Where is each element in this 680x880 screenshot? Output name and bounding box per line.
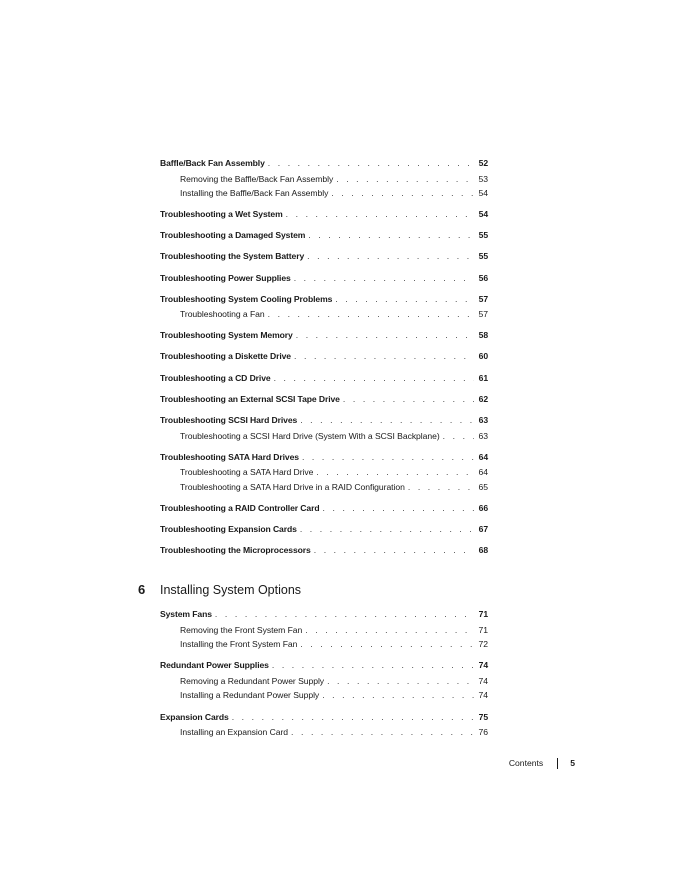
toc-subentry (180, 674, 488, 688)
toc-entry-page-number: 74 (478, 660, 488, 670)
toc-entry-title: Troubleshooting a SATA Hard Drive (180, 467, 314, 477)
toc-entry-page-number: 62 (478, 394, 488, 404)
toc-entry-title: Redundant Power Supplies (160, 660, 269, 670)
dot-leader (286, 207, 474, 221)
toc-entry-title: Expansion Cards (160, 712, 229, 722)
toc-subentry (180, 637, 488, 651)
toc-entry-title: Troubleshooting a RAID Controller Card (160, 503, 320, 513)
toc-entry (160, 349, 488, 363)
toc-entry-title: Troubleshooting a Wet System (160, 209, 283, 219)
footer-page-number: 5 (570, 758, 575, 768)
toc-entry-page-number: 61 (478, 373, 488, 383)
toc-entry-title: Troubleshooting an External SCSI Tape Drive (160, 394, 340, 404)
dot-leader (327, 674, 474, 688)
toc-entry (160, 413, 488, 427)
toc-subentry (180, 725, 488, 739)
toc-entry (160, 371, 488, 385)
toc-entry-title: Troubleshooting a Fan (180, 309, 265, 319)
toc-entry-title: Troubleshooting a Diskette Drive (160, 351, 291, 361)
dot-leader (300, 637, 474, 651)
dot-leader (300, 522, 474, 536)
toc-entry-page-number: 57 (478, 294, 488, 304)
toc-entry-page-number: 71 (478, 625, 488, 635)
toc-entry-page-number: 64 (478, 467, 488, 477)
dot-leader (272, 658, 474, 672)
toc-entry-page-number: 55 (478, 251, 488, 261)
toc-entry-page-number: 54 (478, 209, 488, 219)
dot-leader (336, 172, 474, 186)
toc-entry-title: Installing a Redundant Power Supply (180, 690, 320, 700)
toc-subentry (180, 429, 488, 443)
toc-entry-title: Troubleshooting Power Supplies (160, 273, 291, 283)
dot-leader (300, 413, 474, 427)
toc-subentry (180, 172, 488, 186)
dot-leader (331, 186, 474, 200)
toc-entry-title: Troubleshooting SCSI Hard Drives (160, 415, 298, 425)
dot-leader (296, 328, 474, 342)
toc-entry-title: Troubleshooting a Damaged System (160, 230, 306, 240)
dot-leader (294, 271, 474, 285)
dot-leader (308, 228, 474, 242)
toc-entry-title: Removing a Redundant Power Supply (180, 676, 325, 686)
toc-entry-page-number: 57 (478, 309, 488, 319)
dot-leader (408, 480, 474, 494)
toc-entry-title: Troubleshooting a SATA Hard Drive in a RAID Configuration (180, 482, 405, 492)
toc-entry-page-number: 67 (478, 524, 488, 534)
toc-entry-page-number: 52 (478, 158, 488, 168)
toc-subentry (180, 465, 488, 479)
toc-entry-page-number: 76 (478, 727, 488, 737)
toc-entry-page-number: 64 (478, 452, 488, 462)
toc-entry-page-number: 74 (478, 690, 488, 700)
toc-entry-title: Troubleshooting SATA Hard Drives (160, 452, 299, 462)
toc-entry-title: Troubleshooting System Cooling Problems (160, 294, 333, 304)
toc-entry-title: Removing the Baffle/Back Fan Assembly (180, 174, 334, 184)
toc-entry (160, 249, 488, 263)
toc-entry-title: Baffle/Back Fan Assembly (160, 158, 265, 168)
toc-subentry (180, 307, 488, 321)
toc-entry-title: Troubleshooting a SCSI Hard Drive (System With a SCSI Backplane) (180, 431, 440, 441)
toc-entry (160, 450, 488, 464)
toc-entry-page-number: 55 (478, 230, 488, 240)
toc-entry-title: Troubleshooting the Microprocessors (160, 545, 311, 555)
toc-entry (160, 328, 488, 342)
toc-entry-page-number: 66 (478, 503, 488, 513)
toc-subentry (180, 688, 488, 702)
chapter-title: Installing System Options (160, 583, 302, 597)
dot-leader (335, 292, 474, 306)
dot-leader (322, 688, 474, 702)
toc-entry (160, 392, 488, 406)
toc-entry-title: Troubleshooting a CD Drive (160, 373, 271, 383)
dot-leader (314, 543, 474, 557)
toc-entry-title: System Fans (160, 609, 212, 619)
toc-entry-page-number: 72 (478, 639, 488, 649)
dot-leader (443, 429, 474, 443)
toc-entry-page-number: 53 (478, 174, 488, 184)
toc-entry-title: Troubleshooting Expansion Cards (160, 524, 297, 534)
dot-leader (316, 465, 474, 479)
toc-entry-page-number: 60 (478, 351, 488, 361)
dot-leader (291, 725, 474, 739)
dot-leader (232, 710, 474, 724)
dot-leader (274, 371, 474, 385)
chapter-heading (138, 582, 301, 600)
chapter-number: 6 (138, 582, 146, 597)
toc-entry (160, 207, 488, 221)
toc-entry (160, 658, 488, 672)
dot-leader (268, 307, 474, 321)
toc-entry (160, 543, 488, 557)
dot-leader (323, 501, 475, 515)
toc-entry (160, 228, 488, 242)
footer-divider (557, 758, 558, 769)
dot-leader (302, 450, 474, 464)
toc-entry-page-number: 58 (478, 330, 488, 340)
toc-subentry (180, 186, 488, 200)
toc-entry (160, 501, 488, 515)
toc-subentry (180, 623, 488, 637)
dot-leader (343, 392, 474, 406)
toc-entry-title: Installing the Front System Fan (180, 639, 298, 649)
toc-entry-page-number: 63 (478, 431, 488, 441)
dot-leader (307, 249, 474, 263)
toc-entry-title: Troubleshooting the System Battery (160, 251, 305, 261)
toc-entry (160, 607, 488, 621)
toc-entry-page-number: 56 (478, 273, 488, 283)
dot-leader (215, 607, 474, 621)
toc-entry (160, 522, 488, 536)
toc-entry-page-number: 75 (478, 712, 488, 722)
toc-entry-page-number: 63 (478, 415, 488, 425)
toc-entry-page-number: 65 (478, 482, 488, 492)
footer-label: Contents (508, 758, 544, 768)
toc-entry-title: Troubleshooting System Memory (160, 330, 293, 340)
toc-subentry (180, 480, 488, 494)
toc-entry (160, 292, 488, 306)
toc-entry-title: Installing the Baffle/Back Fan Assembly (180, 188, 329, 198)
toc-entry-page-number: 68 (478, 545, 488, 555)
toc-entry-title: Removing the Front System Fan (180, 625, 303, 635)
toc-entry (160, 156, 488, 170)
dot-leader (294, 349, 474, 363)
toc-entry-page-number: 71 (478, 609, 488, 619)
toc-entry-page-number: 54 (478, 188, 488, 198)
dot-leader (305, 623, 474, 637)
toc-entry (160, 271, 488, 285)
dot-leader (268, 156, 474, 170)
toc-entry (160, 710, 488, 724)
page-footer (480, 756, 580, 770)
toc-entry-title: Installing an Expansion Card (180, 727, 288, 737)
toc-entry-page-number: 74 (478, 676, 488, 686)
